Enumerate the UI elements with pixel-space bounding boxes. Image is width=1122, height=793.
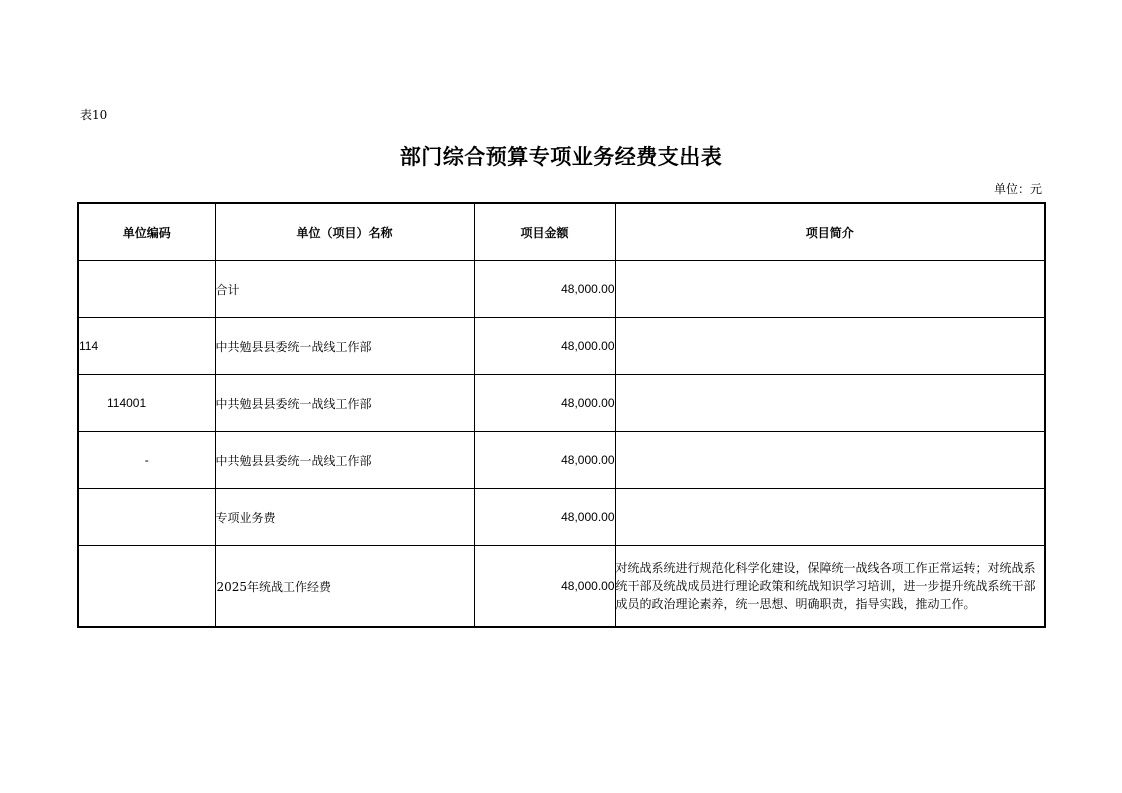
column-header-desc: 项目简介	[615, 203, 1045, 261]
row-name: 2025年统战工作经费	[215, 546, 474, 628]
row-amount: 48,000.00	[474, 261, 615, 318]
unit-label: 单位：元	[993, 182, 1042, 196]
row-desc	[615, 432, 1045, 489]
row-desc	[615, 261, 1045, 318]
row-desc: 对统战系统进行规范化科学化建设，保障统一战线各项工作正常运转；对统战系统干部及统战成员进行理论政策和统战知识学习培训，进一步提升统战系统干部成员的政治理论素养，统一思想、明确职责，指导实践，推动工作。	[615, 546, 1045, 628]
table-row	[78, 546, 1045, 628]
row-amount: 48,000.00	[474, 375, 615, 432]
row-amount: 48,000.00	[474, 318, 615, 375]
budget-table	[77, 202, 1046, 628]
table-row	[78, 261, 1045, 318]
column-header-amount: 项目金额	[474, 203, 615, 261]
row-name: 中共勉县县委统一战线工作部	[215, 375, 474, 432]
row-code	[78, 546, 215, 628]
row-desc	[615, 318, 1045, 375]
row-code	[78, 489, 215, 546]
row-desc	[615, 489, 1045, 546]
page-title: 部门综合预算专项业务经费支出表	[399, 145, 723, 169]
table-header-row	[78, 203, 1045, 261]
column-header-code: 单位编码	[78, 203, 215, 261]
column-header-name: 单位（项目）名称	[215, 203, 474, 261]
table-row	[78, 432, 1045, 489]
row-code: 114	[78, 318, 215, 375]
row-name: 专项业务费	[215, 489, 474, 546]
row-amount: 48,000.00	[474, 546, 615, 628]
row-code: -	[78, 432, 215, 489]
row-desc	[615, 375, 1045, 432]
table-row	[78, 318, 1045, 375]
row-amount: 48,000.00	[474, 432, 615, 489]
row-code	[78, 261, 215, 318]
row-name: 中共勉县县委统一战线工作部	[215, 432, 474, 489]
table-row	[78, 375, 1045, 432]
table-row	[78, 489, 1045, 546]
table-number: 表10	[80, 108, 108, 122]
row-code: 114001	[78, 375, 215, 432]
row-name: 合计	[215, 261, 474, 318]
row-name: 中共勉县县委统一战线工作部	[215, 318, 474, 375]
row-amount: 48,000.00	[474, 489, 615, 546]
